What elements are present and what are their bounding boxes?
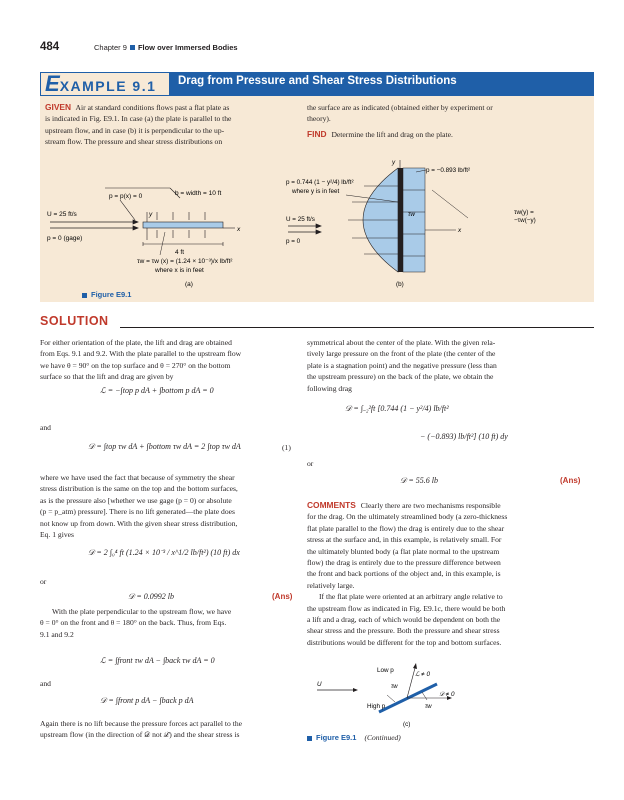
x-axis-label: x [237, 226, 241, 233]
solution-paragraph-2: where we have used the fact that because of symmetry the shear stress distribution is the same on the top and the bottom surfaces, as is the pressure also [whether we use gage (p = 0) or absolute (p = p_atm) pressure]. There is no lift generated—the plate does not know up from down. With the given shear stress distribution, Eq. 1 gives [40, 473, 238, 540]
low-p-label: Low p [377, 667, 394, 674]
solution-paragraph-1: For either orientation of the plate, the lift and drag are obtained from Eqs. 9.1 and 9.2. With the plate parallel to the upstream flow we have θ = 90° on the top surface and θ = 270° on the bottom surface so that the lift and drag are given by [40, 338, 242, 382]
figure-a-caption: (a) [185, 281, 193, 288]
velocity-label: U = 25 ft/s [47, 211, 77, 218]
flat-plate [143, 222, 223, 228]
tau-w-label-b: τw [408, 211, 415, 218]
or-text-1: or [40, 577, 47, 586]
figure-a [45, 160, 285, 290]
high-p-label: High p [367, 703, 386, 710]
square-bullet-icon [307, 736, 312, 741]
equation-drag-b-1: 𝒟 = ∫₋₂²ft [0.744 (1 − y²/4) lb/ft² [345, 404, 449, 413]
comments-paragraph: COMMENTS Clearly there are two mechanisms responsible for the drag. On the ultimately streamlined body (a zero-thickness flat plate parallel to the flow) the drag is entirely due to the shear stress at the surface and, in this example, is relatively small. For the ultimately blunted body (a flat plate normal to the upstream flow) the drag is entirely due to the pressure difference between the front and back portions of the object and, in this example, is relatively large. If the flat plate were oriented at an arbitrary angle relative to the upstream flow as indicated in Fig. E9.1c, there would be both a lift and a drag, each of which would be dependent on both the shear stress and the pressure. Both the pressure and shear stress distributions would be different for the top and bottom surfaces. [307, 500, 508, 647]
figure-label: Figure E9.1 [82, 290, 131, 299]
given-heading: GIVEN [45, 102, 72, 112]
x-axis-label-b: x [458, 227, 462, 234]
y-axis-label: y [149, 211, 153, 218]
chapter-header [94, 43, 238, 52]
and-text-2: and [40, 679, 51, 688]
find-heading: FIND [307, 128, 327, 139]
tau-relation-2: −τw(−y) [514, 217, 536, 224]
back-pressure-label: p = −0.893 lb/ft² [426, 167, 471, 174]
lift-arrow [407, 668, 415, 698]
answer-2: (Ans) [560, 476, 581, 485]
example-label: EXAMPLE 9.1 [40, 72, 170, 96]
equation-drag-b-2: − (−0.893) lb/ft²] (10 ft) dy [420, 432, 508, 441]
equation-integral: 𝒟 = 2 ∫₀⁴ ft (1.24 × 10⁻³ / x^1/2 lb/ft²) (10 ft) dx [88, 548, 240, 557]
drag-label: 𝒟 ≠ 0 [439, 691, 455, 698]
pressure-leader [120, 200, 135, 220]
example-title: Drag from Pressure and Shear Stress Distributions [178, 75, 457, 87]
figure-c-caption: (c) [403, 721, 411, 728]
velocity-label-b: U = 25 ft/s [286, 216, 315, 223]
figure-b [286, 160, 594, 288]
figure-label-continued: Figure E9.1 (Continued) [307, 733, 401, 742]
page-number: 484 [40, 41, 60, 53]
find-text: Determine the lift and drag on the plate. [331, 129, 453, 139]
solution-heading: SOLUTION [40, 314, 109, 328]
inlet-arrows [50, 220, 138, 230]
result-1: 𝒟 = 0.0992 lb [128, 592, 175, 601]
back-pressure-distribution [403, 168, 425, 272]
length-label: 4 ft [175, 249, 185, 256]
solution-rule [120, 327, 594, 328]
inlet-arrows-b [288, 224, 321, 234]
chapter-title: Flow over Immersed Bodies [137, 43, 238, 52]
or-text-2: or [307, 459, 314, 468]
front-pressure-label: p = 0.744 (1 − y²/4) lb/ft² [286, 179, 354, 186]
tau-relation-1: τw(y) = [514, 209, 534, 216]
square-bullet-icon [130, 45, 135, 50]
tau-w-label-c2: τw [425, 704, 432, 710]
equation-drag-number: (1) [282, 443, 291, 452]
equation-drag: 𝒟 = ∫top τw dA + ∫bottom τw dA = 2 ∫top τw dA [88, 442, 241, 451]
tau-label: τw = τw (x) = (1.24 × 10⁻³)/x lb/ft² [137, 258, 233, 265]
and-text-1: and [40, 423, 51, 432]
square-bullet-icon [82, 293, 87, 298]
answer-1: (Ans) [272, 592, 293, 601]
solution-paragraph-right-1: symmetrical about the center of the plate. With the given rela- tively large pressure on the front of the plate (the center of the plate is a stagnation point) and the negative pressure (less than the upstream pressure) on the back of the plate, we obtain the following drag [307, 338, 497, 393]
given-text: GIVEN Air at standard conditions flows past a flat plate as is indicated in Fig. E9.1. In case (a) the plate is parallel to the upstream flow, and in case (b) it is perpendicular to the up- stream flow. The pressure and shear stress distributions on [45, 102, 232, 147]
given-text-continued: the surface are as indicated (obtained either by experiment or theory). FIND Determine the lift and drag on the plate. [307, 103, 493, 139]
figure-c [307, 662, 594, 730]
comments-heading: COMMENTS [307, 500, 356, 510]
tau-leader [160, 232, 165, 255]
equation-lift: ℒ = −∫top p dA + ∫bottom p dA = 0 [100, 386, 214, 395]
tau-leader-b [432, 190, 468, 218]
normal-plate [398, 168, 403, 272]
u-label: U [317, 681, 322, 688]
result-2: 𝒟 = 55.6 lb [400, 476, 439, 485]
where-y-label: where y is in feet [292, 188, 340, 195]
gage-pressure-label: p = 0 (gage) [47, 235, 83, 242]
equation-drag-2: 𝒟 = ∫front p dA − ∫back p dA [100, 696, 194, 705]
pressure-label: p = p(x) = 0 [109, 193, 143, 200]
solution-paragraph-3: With the plate perpendicular to the upstream flow, we have θ = 0° on the front and θ = 180° on the back. Thus, from Eqs. 9.1 and 9.2 [40, 607, 232, 639]
lift-label: ℒ ≠ 0 [415, 671, 430, 678]
equation-lift-2: ℒ = ∫front τw dA − ∫back τw dA = 0 [100, 656, 215, 665]
b-width-label: b = width = 10 ft [175, 190, 222, 197]
figure-b-caption: (b) [396, 281, 404, 288]
chapter-number: Chapter 9 [94, 43, 127, 52]
p0-label: p = 0 [286, 238, 301, 245]
solution-paragraph-4: Again there is no lift because the pressure forces act parallel to the upstream flow (in the direction of 𝒟 not ℒ) and the shear stress is [40, 719, 242, 740]
where-x-label: where x is in feet [155, 267, 204, 274]
tau-w-label-c1: τw [391, 684, 398, 690]
y-axis-label-b: y [392, 160, 396, 166]
